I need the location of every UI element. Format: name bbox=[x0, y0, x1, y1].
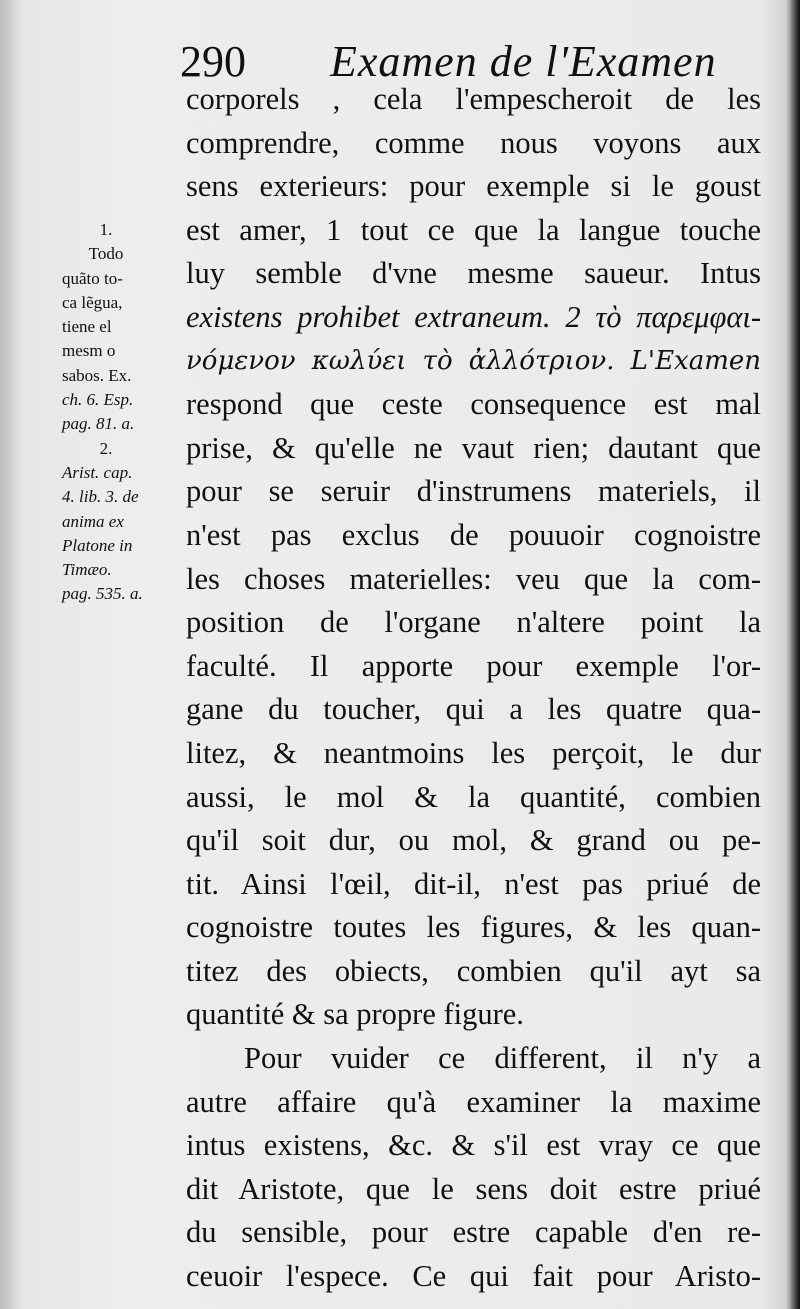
show-through-bleed bbox=[708, 985, 800, 1007]
text-line: litez, & neantmoins les perçoit, le dur bbox=[186, 735, 761, 770]
text-line: qu'il soit dur, ou mol, & grand ou pe- bbox=[186, 823, 761, 858]
margin-note-line: ca lẽgua, bbox=[62, 292, 123, 312]
text-line: comprendre, comme nous voyons aux bbox=[186, 125, 761, 160]
text-line: ceuoir l'espece. Ce qui fait pour Aristo- bbox=[186, 1259, 761, 1294]
text-line: cognoistre toutes les figures, & les quan- bbox=[186, 910, 761, 945]
text-line: dit Aristote, que le sens doit estre priué bbox=[186, 1171, 761, 1206]
body-text bbox=[186, 78, 761, 1299]
text-line: du sensible, pour estre capable d'en re- bbox=[186, 1215, 761, 1250]
margin-note-line: Timæo. bbox=[62, 560, 112, 580]
margin-note-line: anima ex bbox=[62, 511, 124, 531]
text-line: position de l'organe n'altere point la bbox=[186, 605, 761, 640]
text-line: sens exterieurs: pour exemple si le goust bbox=[186, 169, 761, 204]
text-line: titez des obiects, combien qu'il ayt sa bbox=[186, 953, 761, 988]
text-line: est amer, 1 tout ce que la langue touche bbox=[186, 212, 761, 247]
text-line: prise, & qu'elle ne vaut rien; dautant que bbox=[186, 430, 761, 465]
text-line: luy semble d'vne mesme saueur. Intus bbox=[186, 256, 761, 291]
text-line: n'est pas exclus de pouuoir cognoistre bbox=[186, 517, 761, 552]
paragraph-first-line: Pour vuider ce different, il n'y a bbox=[244, 1041, 761, 1076]
margin-notes bbox=[62, 218, 180, 607]
margin-note-line: tiene el bbox=[62, 317, 112, 337]
text-line: pour se seruir d'instrumens materiels, il bbox=[186, 474, 761, 509]
text-line: intus existens, &c. & s'il est vray ce que bbox=[186, 1128, 761, 1163]
text-line: gane du toucher, qui a les quatre qua- bbox=[186, 692, 761, 727]
margin-note-line: pag. 81. a. bbox=[62, 414, 135, 434]
margin-note-line: Platone in bbox=[62, 535, 133, 555]
text-line: corporels , cela l'empescheroit de les bbox=[186, 82, 761, 116]
margin-note-line: Arist. cap. bbox=[62, 462, 133, 482]
text-line: quantité & sa propre figure. bbox=[186, 997, 524, 1032]
margin-note-line: 4. lib. 3. de bbox=[62, 487, 139, 507]
margin-note-line: 1. bbox=[99, 220, 113, 239]
text-line: les choses materielles: veu que la com- bbox=[186, 561, 761, 596]
margin-note-line: sabos. Ex. bbox=[62, 365, 132, 385]
page-spine-shadow bbox=[786, 0, 800, 1309]
margin-note-line: pag. 535. a. bbox=[62, 584, 143, 604]
margin-note-line: 2. bbox=[99, 438, 113, 458]
page-number: 290 bbox=[180, 37, 246, 86]
text-line: tit. Ainsi l'œil, dit-il, n'est pas priué de bbox=[186, 866, 761, 901]
text-line: aussi, le mol & la quantité, combien bbox=[186, 779, 761, 814]
running-title: Examen de l'Examen bbox=[330, 37, 717, 86]
text-line: respond que ceste consequence est mal bbox=[186, 387, 761, 422]
margin-note-line: mesm o bbox=[62, 341, 116, 361]
text-line: existens prohibet extraneum. 2 τὸ παρεμφαι- bbox=[186, 299, 761, 334]
text-line-greek: νόμενον κωλύει τὸ ἀλλότριον. L'Examen bbox=[186, 345, 761, 376]
text-line: faculté. Il apporte pour exemple l'or- bbox=[186, 648, 761, 683]
margin-note-line: Todo bbox=[88, 244, 124, 264]
margin-note-line: ch. 6. Esp. bbox=[62, 390, 134, 410]
margin-note-line: quãto to- bbox=[62, 268, 123, 288]
text-line: autre affaire qu'à examiner la maxime bbox=[186, 1084, 761, 1119]
